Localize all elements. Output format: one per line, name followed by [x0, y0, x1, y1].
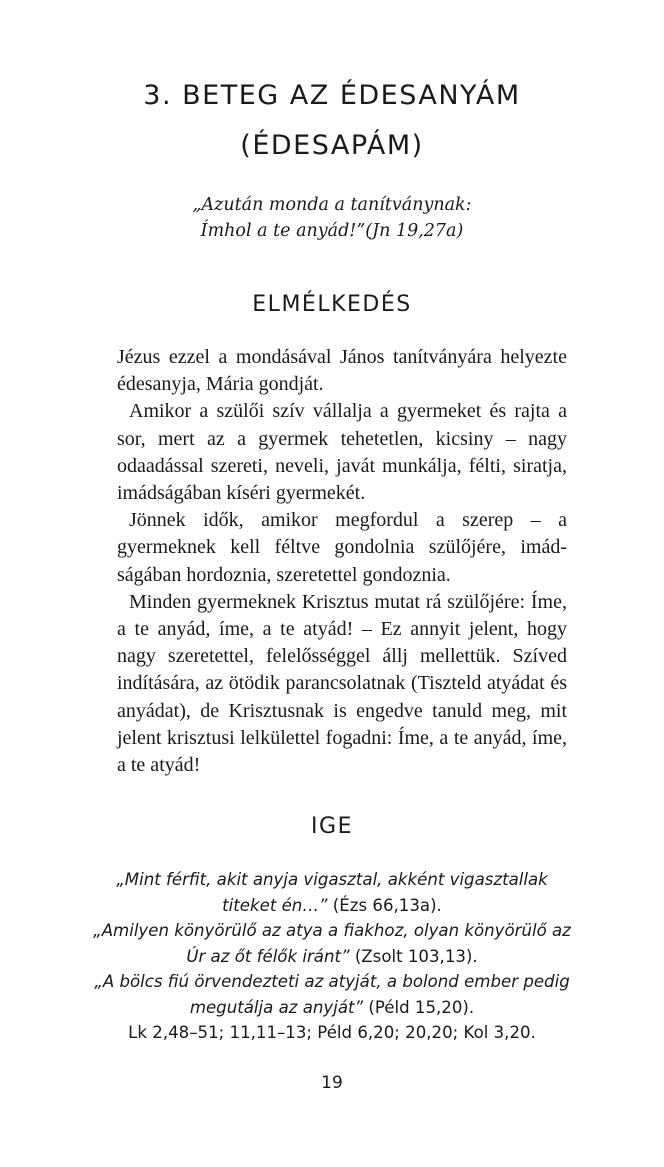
meditation-heading: ELMÉLKEDÉS [252, 292, 412, 317]
motto-line-2: Ímhol a te anyád!”(Jn 19,27a) [200, 221, 464, 241]
chapter-title-line-2: (ÉDESAPÁM) [240, 130, 424, 161]
word-heading: IGE [311, 814, 353, 839]
scripture-quote [90, 969, 574, 1020]
quote-reference: (Péld 15,20). [363, 997, 475, 1017]
quote-reference: (Zsolt 103,13). [349, 946, 478, 966]
quote-text: „Mint férfit, akit anyja vigasztal, akként vigasztallak titeket én…” [116, 870, 548, 915]
scripture-quotes [90, 867, 574, 1046]
meditation-paragraph: Jönnek idők, amikor megfordul a szerep – a gyermeknek kell féltve gondolnia szülőjére, imádságában hordoznia, szeretettel gondoznia. [117, 509, 567, 586]
motto-quote [0, 192, 664, 244]
meditation-paragraph: Jézus ezzel a mondásával János tanítványára helyezte édesanyja, Mária gondját. [117, 346, 567, 396]
meditation-paragraph: Minden gyermeknek Krisztus mutat rá szülőjére: Íme, a te anyád, íme, a te atyád! – Ez annyit jelent, hogy nagy szeretettel, felelősséggel állj mellettük. Szíved indítására, az ötödik parancsolatnak (Tiszteld atyádat és anyádat), de Krisztusnak is engedve tanuld meg, mit jelent krisztusi lelkülettel fogadni: Íme, a te anyád, íme, a te atyád! [117, 590, 567, 777]
quote-reference: (Ézs 66,13a). [327, 895, 442, 915]
page-number: 19 [321, 1073, 343, 1093]
quote-text: „A bölcs fiú örvendezteti az atyját, a bolond ember pedig megutálja az anyját” [94, 972, 570, 1017]
meditation-paragraph: Amikor a szülői szív vállalja a gyermeket és rajta a sor, mert az a gyermek tehetetlen, kicsiny – nagy odaadással szereti, neveli, javát munkálja, félti, siratja, imádságában kíséri gyermekét. [117, 400, 567, 505]
scripture-references: Lk 2,48–51; 11,11–13; Péld 6,20; 20,20; Kol 3,20. [128, 1023, 536, 1042]
scripture-quote [90, 918, 574, 969]
chapter-title-line-1: 3. BETEG AZ ÉDESANYÁM [143, 80, 521, 111]
meditation-body [117, 344, 567, 779]
motto-line-1: „Azután monda a tanítványnak: [192, 195, 472, 215]
quote-text: „Amilyen könyörülő az atya a fiakhoz, olyan könyörülő az Úr az őt félők iránt” [93, 921, 571, 966]
scripture-quote [90, 867, 574, 918]
